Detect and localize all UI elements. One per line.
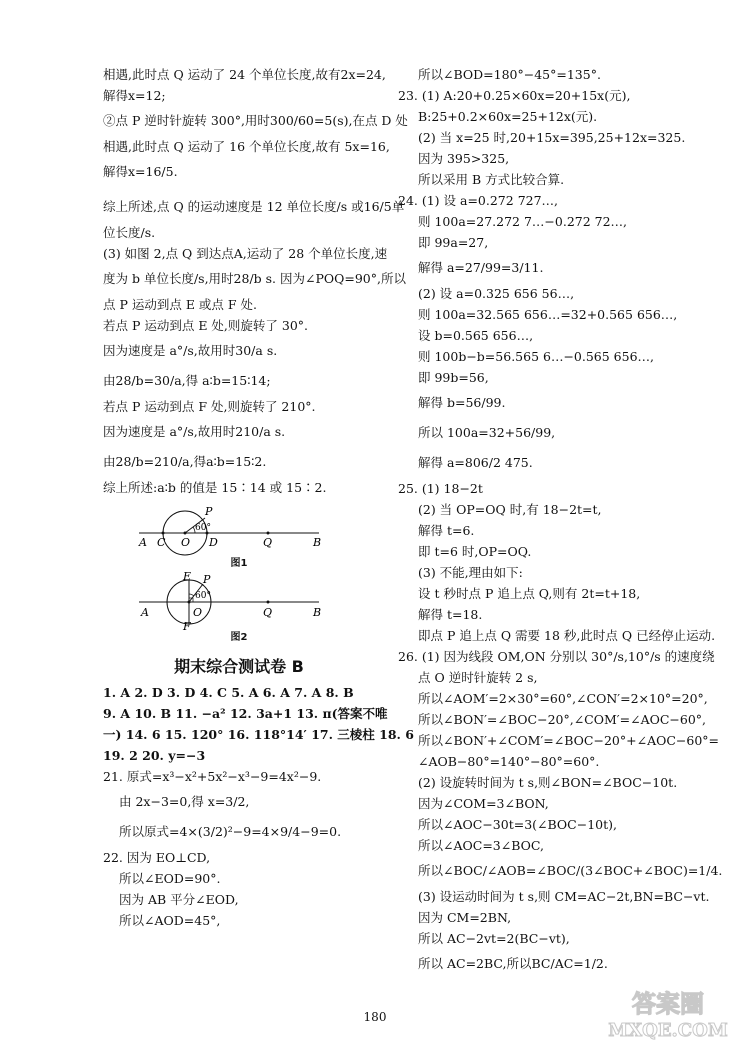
label-e: E	[183, 572, 192, 583]
answer-line: 19. 2 20. y=−3	[103, 748, 206, 763]
label-a: A	[139, 536, 147, 549]
text-line: 即点 P 追上点 Q 需要 18 秒,此时点 Q 已经停止运动.	[418, 628, 716, 643]
label-q: Q	[263, 536, 273, 549]
label-b: B	[313, 606, 322, 619]
watermark-line2: MXQE.COM	[608, 1020, 728, 1040]
text-line: 因为∠COM=3∠BON,	[418, 796, 549, 811]
answer-line: 1. A 2. D 3. D 4. C 5. A 6. A 7. A 8. B	[103, 685, 354, 700]
label-d: D	[209, 536, 218, 549]
text-line: 所以采用 B 方式比较合算.	[418, 172, 565, 187]
point-o	[188, 601, 191, 604]
text-line: 22. 因为 EO⊥CD,	[103, 850, 211, 865]
text-line: 24. (1) 设 a=0.272 727…,	[398, 193, 559, 208]
text-line: (3) 如图 2,点 Q 到达点A,运动了 28 个单位长度,速	[103, 246, 388, 261]
label-p: P	[203, 573, 211, 586]
label-angle: 60°	[195, 523, 211, 533]
point-c	[162, 532, 165, 535]
text-line: 21. 原式=x³−x²+5x²−x³−9=4x²−9.	[103, 769, 322, 784]
text-line: 26. (1) 因为线段 OM,ON 分别以 30°/s,10°/s 的速度绕	[398, 649, 715, 664]
text-line: 解得 a=806/2 475.	[418, 455, 533, 470]
text-line: 所以∠BON′+∠COM′=∠BOC−20°+∠AOC−60°=	[418, 733, 720, 748]
text-line: 设 b=0.565 656…,	[418, 328, 534, 343]
section-title: 期末综合测试卷 B	[174, 657, 304, 676]
figure-2	[103, 572, 375, 630]
text-line: 解得 t=6.	[418, 523, 475, 538]
text-line: 解得 t=18.	[418, 607, 483, 622]
text-line: 解得 b=56/99.	[418, 395, 506, 410]
label-b: B	[313, 536, 322, 549]
text-line: (3) 不能,理由如下:	[418, 565, 523, 580]
text-line: 则 100a=32.565 656…=32+0.565 656…,	[418, 307, 678, 322]
text-line: (2) 当 x=25 时,20+15x=395,25+12x=325.	[418, 130, 686, 145]
point-o	[184, 532, 187, 535]
label-c: C	[157, 536, 166, 549]
text-line: (2) 当 OP=OQ 时,有 18−2t=t,	[418, 502, 602, 517]
text-line: (3) 设运动时间为 t s,则 CM=AC−2t,BN=BC−vt.	[418, 889, 710, 904]
text-line: 因为速度是 a°/s,故用时210/a s.	[103, 424, 286, 439]
watermark-line1: 答案圈	[632, 989, 704, 1018]
text-line: ∠AOB−80°=140°−80°=60°.	[418, 754, 600, 769]
figure-1	[103, 498, 375, 556]
answer-line: 一) 14. 6 15. 120° 16. 118°14′ 17. 三棱柱 18. 6	[103, 727, 414, 742]
label-q: Q	[263, 606, 273, 619]
text-line: 因为 AB 平分∠EOD,	[119, 892, 239, 907]
text-line: 因为 CM=2BN,	[418, 910, 512, 925]
text-line: 则 100a=27.272 7…−0.272 72…,	[418, 214, 628, 229]
text-line: 所以∠BOD=180°−45°=135°.	[418, 67, 601, 82]
text-line: 由28/b=30/a,得 a∶b=15∶14;	[103, 373, 271, 388]
text-line: 位长度/s.	[103, 225, 156, 240]
angle-arc	[189, 594, 194, 596]
text-line: 度为 b 单位长度/s,用时28/b s. 因为∠POQ=90°,所以	[103, 271, 406, 286]
text-line: B:25+0.2×60x=25+12x(元).	[418, 109, 598, 124]
figure-2-caption: 图2	[230, 632, 248, 643]
label-o: O	[193, 606, 203, 619]
text-line: 解得x=16/5.	[103, 164, 178, 179]
text-line: 点 O 逆时针旋转 2 s,	[418, 670, 538, 685]
figure-2-diagram	[103, 572, 375, 630]
text-line: 所以 100a=32+56/99,	[418, 425, 556, 440]
text-line: (2) 设旋转时间为 t s,则∠BON=∠BOC−10t.	[418, 775, 678, 790]
text-line: (2) 设 a=0.325 656 56…,	[418, 286, 575, 301]
label-angle: 60°	[195, 591, 211, 601]
text-line: 解得x=12;	[103, 88, 166, 103]
text-line: 25. (1) 18−2t	[398, 481, 483, 496]
text-line: 23. (1) A:20+0.25×60x=20+15x(元),	[398, 88, 631, 103]
text-line: 所以∠AOC−30t=3(∠BOC−10t),	[418, 817, 617, 832]
left-column	[103, 64, 414, 931]
text-line: 由 2x−3=0,得 x=3/2,	[119, 794, 250, 809]
text-line: 因为 395>325,	[418, 151, 510, 166]
label-a: A	[141, 606, 149, 619]
text-line: 因为速度是 a°/s,故用时30/a s.	[103, 343, 278, 358]
text-line: 相遇,此时点 Q 运动了 16 个单位长度,故有 5x=16,	[103, 139, 390, 154]
text-line: 所以∠EOD=90°.	[119, 871, 221, 886]
text-line: 解得 a=27/99=3/11.	[418, 260, 544, 275]
point-q	[267, 601, 270, 604]
label-o: O	[181, 536, 191, 549]
text-line: 所以∠AOM′=2×30°=60°,∠CON′=2×10°=20°,	[418, 691, 708, 706]
point-q	[267, 532, 270, 535]
text-line: 综上所述:a∶b 的值是 15∶14 或 15∶2.	[103, 480, 327, 495]
label-p: P	[205, 505, 213, 518]
figure-1-caption: 图1	[230, 558, 248, 569]
text-line: 若点 P 运动到点 F 处,则旋转了 210°.	[103, 399, 316, 414]
text-line: 若点 P 运动到点 E 处,则旋转了 30°.	[103, 318, 309, 333]
page-number: 180	[363, 1010, 387, 1024]
text-line: ②点 P 逆时针旋转 300°,用时300/60=5(s),在点 D 处	[103, 113, 408, 128]
text-line: 设 t 秒时点 P 追上点 Q,则有 2t=t+18,	[418, 586, 641, 601]
text-line: 相遇,此时点 Q 运动了 24 个单位长度,故有2x=24,	[103, 67, 386, 82]
figure-1-diagram	[103, 498, 375, 556]
text-line: 所以∠BON′=∠BOC−20°,∠COM′=∠AOC−60°,	[418, 712, 707, 727]
label-f: F	[183, 620, 191, 630]
text-line: 点 P 运动到点 E 或点 F 处.	[103, 297, 258, 312]
watermark-logo	[598, 986, 738, 1040]
text-line: 综上所述,点 Q 的运动速度是 12 单位长度/s 或16/5单	[103, 199, 405, 214]
text-line: 所以 AC=2BC,所以BC/AC=1/2.	[418, 956, 608, 971]
text-line: 所以∠AOD=45°,	[119, 913, 221, 928]
text-line: 即 99b=56,	[418, 370, 489, 385]
text-line: 所以 AC−2vt=2(BC−vt),	[418, 931, 570, 946]
text-line: 由28/b=210/a,得a∶b=15∶2.	[103, 454, 267, 469]
text-line: 则 100b−b=56.565 6…−0.565 656…,	[418, 349, 655, 364]
text-line: 即 t=6 时,OP=OQ.	[418, 544, 532, 559]
text-line: 所以∠AOC=3∠BOC,	[418, 838, 544, 853]
text-line: 所以∠BOC/∠AOB=∠BOC/(3∠BOC+∠BOC)=1/4.	[418, 863, 723, 878]
right-column	[398, 64, 723, 979]
text-line: 即 99a=27,	[418, 235, 489, 250]
answer-line: 9. A 10. B 11. −a² 12. 3a+1 13. π(答案不唯	[103, 706, 388, 721]
text-line: 所以原式=4×(3/2)²−9=4×9/4−9=0.	[119, 824, 342, 839]
